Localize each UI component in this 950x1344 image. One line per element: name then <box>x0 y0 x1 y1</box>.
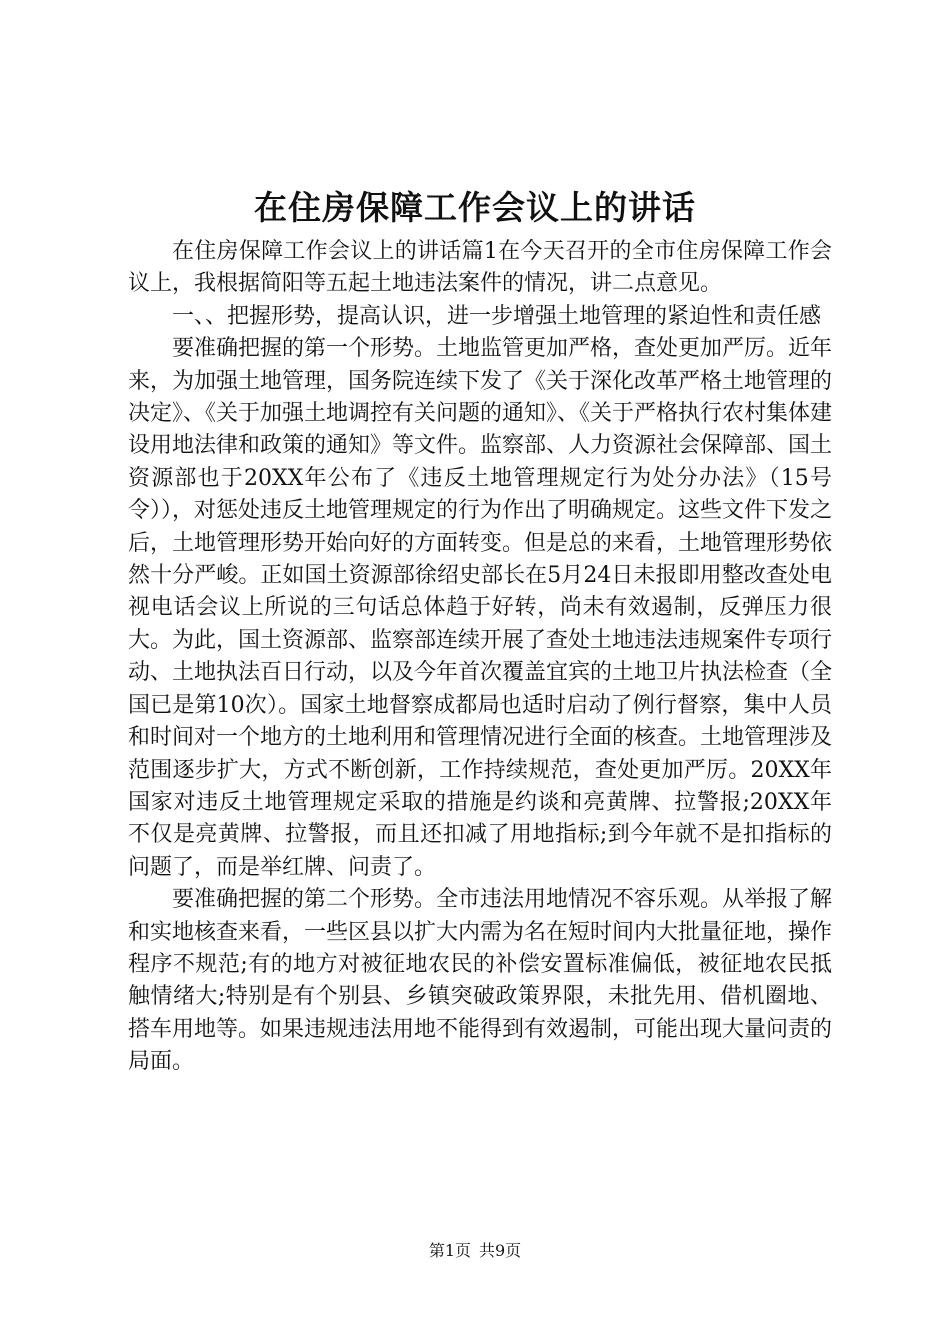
document-title: 在住房保障工作会议上的讲话 <box>254 188 696 227</box>
paragraph-section-heading: 一、、把握形势，提高认识，进一步增强土地管理的紧迫性和责任感 <box>172 303 822 329</box>
paragraph-second-situation: 要准确把握的第二个形势。全市违法用地情况不容乐观。从举报了解和实地核查来看，一些区县以扩大内需为名在短时间内大批量征地，操作程序不规范;有的地方对被征地农民的补偿安置标准偏低，被征地农民抵触情绪大;特别是有个别县、乡镇突破政策界限，未批先用、借机圈地、搭车用地等。如果违规违法用地不能得到有效遏制，可能出现大量问责的局面。 <box>128 887 833 1075</box>
document-body <box>128 236 832 1079</box>
page-total: 共9页 <box>479 1241 522 1260</box>
page-footer <box>0 1240 950 1262</box>
paragraph-intro: 在住房保障工作会议上的讲话篇1在今天召开的全市住房保障工作会议上，我根据简阳等五起土地违法案件的情况，讲二点意见。 <box>128 239 832 297</box>
paragraph-first-situation: 要准确把握的第一个形势。土地监管更加严格，查处更加严厉。近年来，为加强土地管理，国务院连续下发了《关于深化改革严格土地管理的决定》、《关于加强土地调控有关问题的通知》、《关于严格执行农村集体建设用地法律和政策的通知》等文件。监察部、人力资源社会保障部、国土资源部也于20XX年公布了《违反土地管理规定行为处分办法》（15号令）），对惩处违反土地管理规定的行为作出了明确规定。这些文件下发之后，土地管理形势开始向好的方面转变。但是总的来看，土地管理形势依然十分严峻。正如国土资源部徐绍史部长在5月24日未报即用整改查处电视电话会议上所说的三句话总体趋于好转，尚未有效遏制，反弹压力很大。为此，国土资源部、监察部连续开展了查处土地违法违规案件专项行动、土地执法百日行动，以及今年首次覆盖宜宾的土地卫片执法检查（全国已是第10次）。国家土地督察成都局也适时启动了例行督察，集中人员和时间对一个地方的土地利用和管理情况进行全面的核查。土地管理涉及范围逐步扩大，方式不断创新，工作持续规范，查处更加严厉。20XX年国家对违反土地管理规定采取的措施是约谈和亮黄牌、拉警报;20XX年不仅是亮黄牌、拉警报，而且还扣减了用地指标;到今年就不是扣指标的问题了，而是举红牌、问责了。 <box>128 336 833 880</box>
page-number: 第1页 <box>428 1241 471 1260</box>
